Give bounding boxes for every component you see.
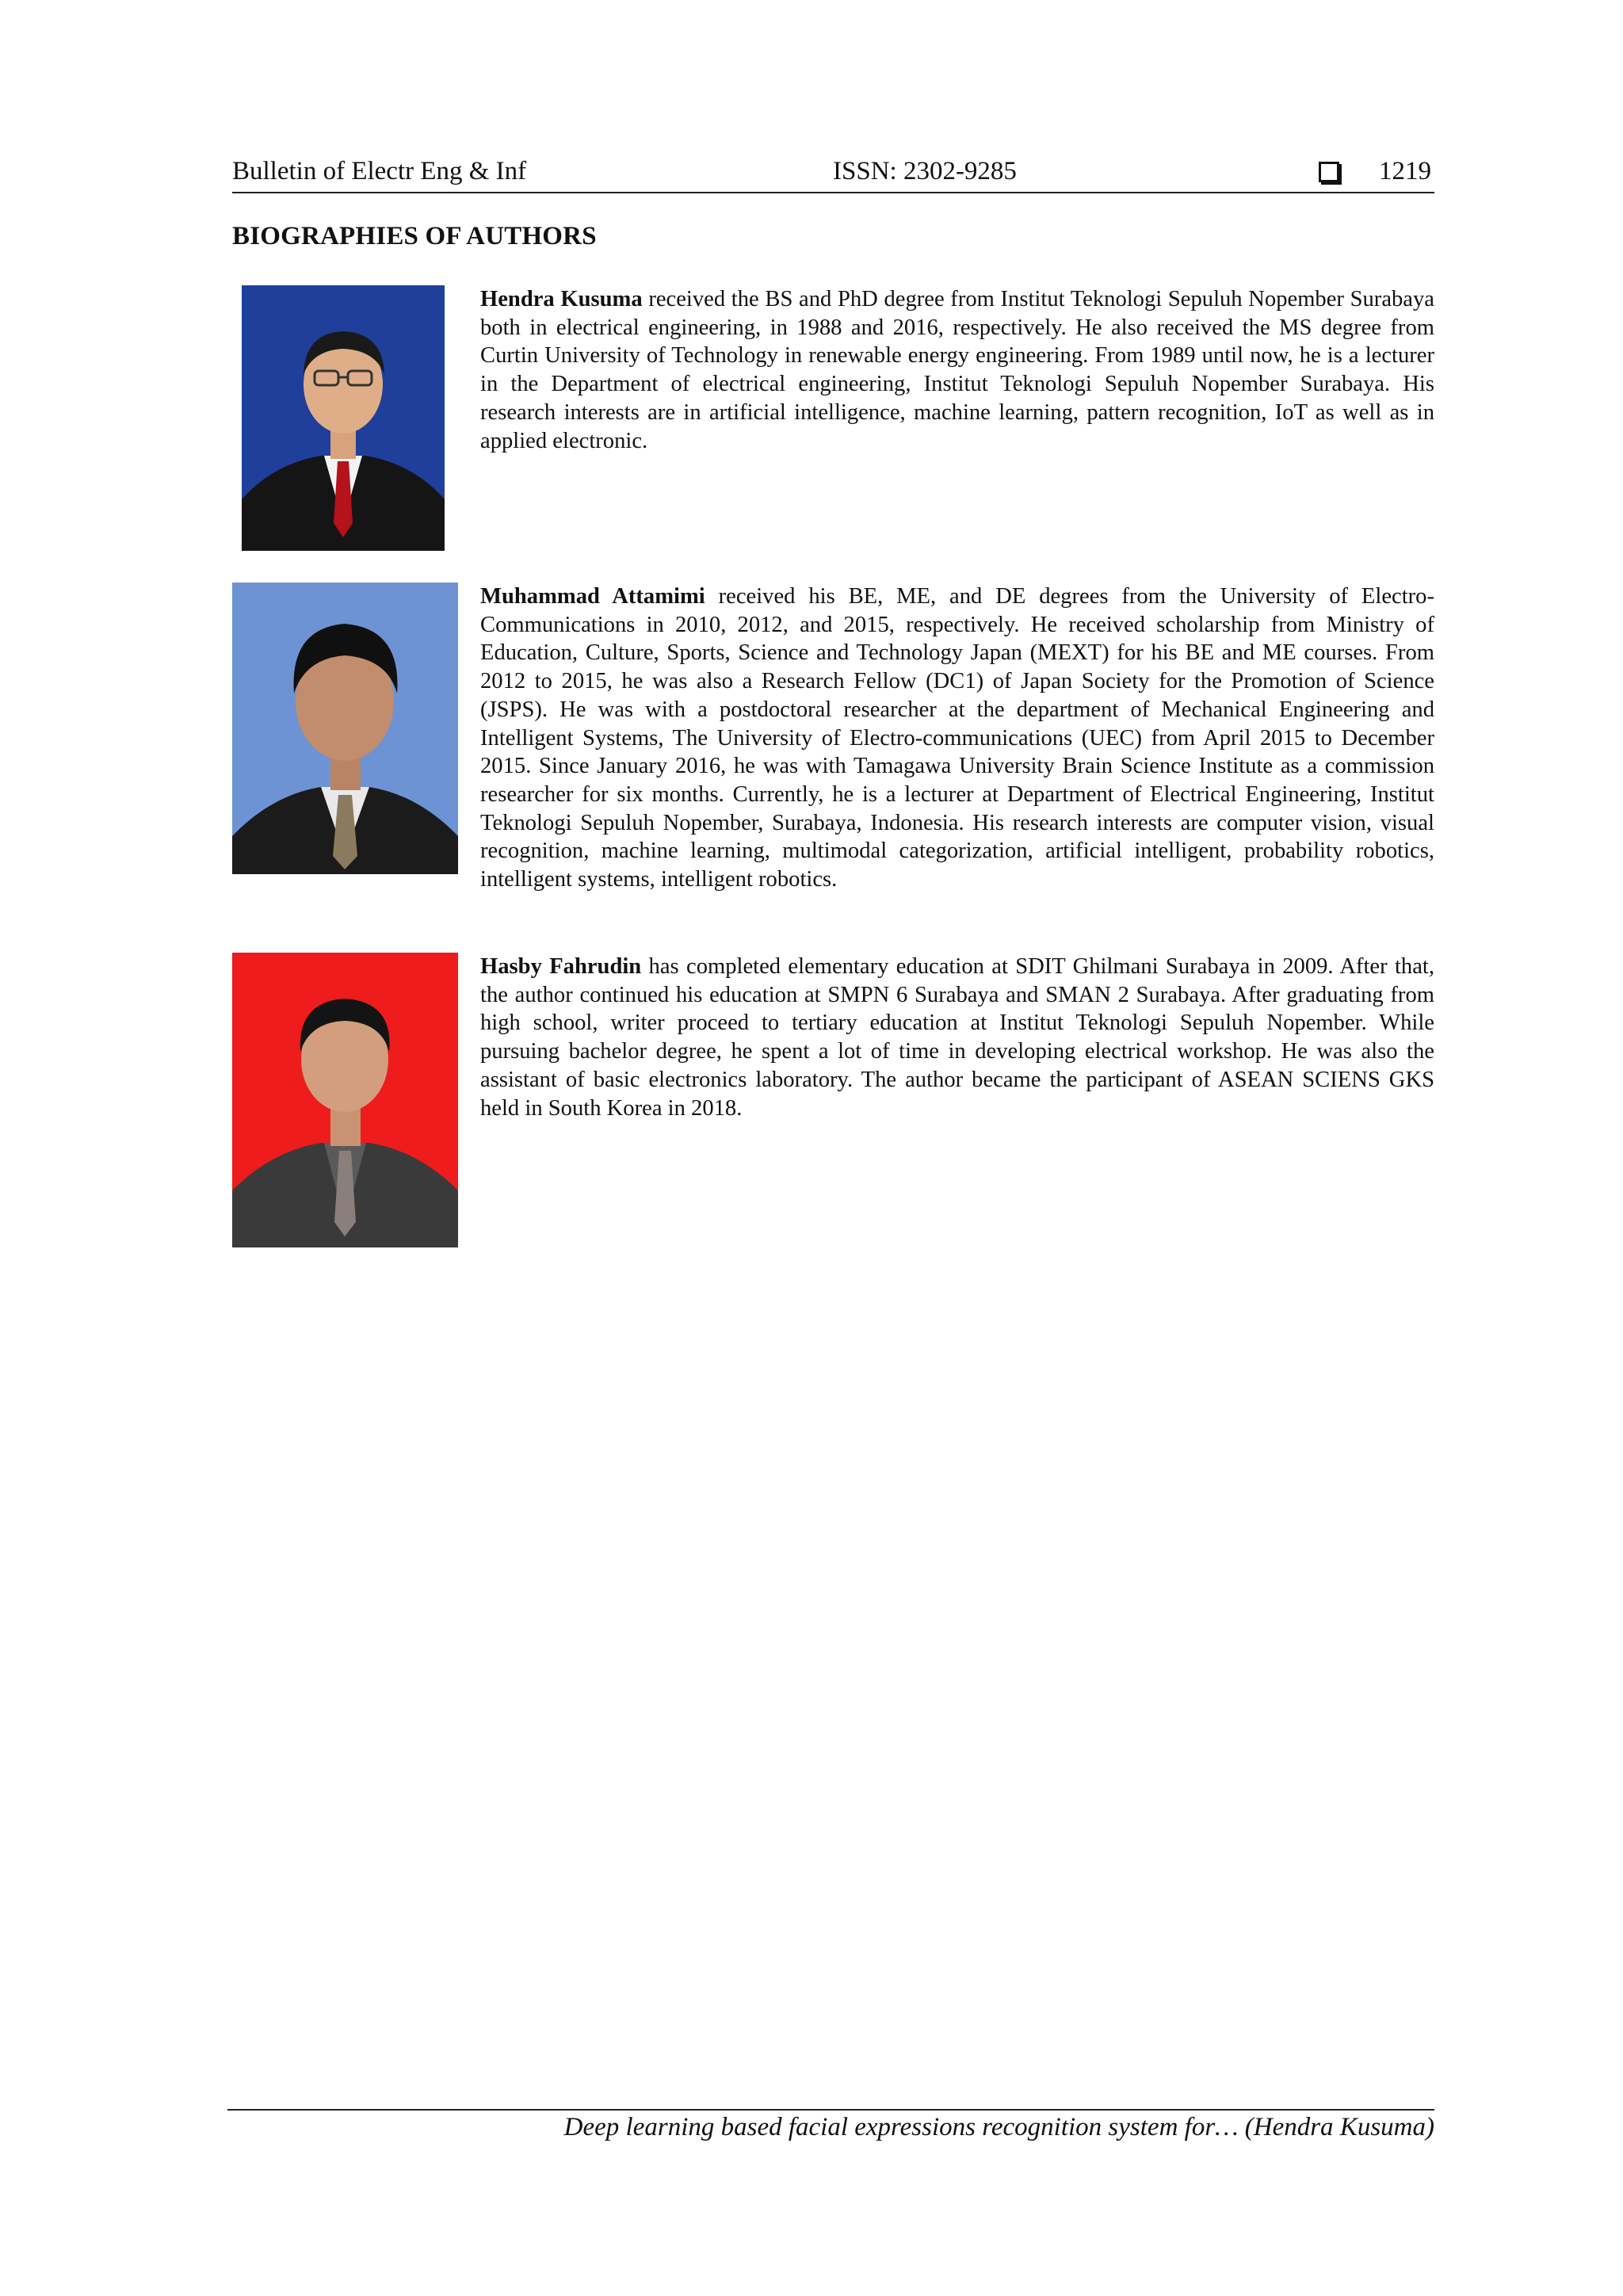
checkbox-square-icon bbox=[1319, 162, 1339, 182]
section-title: BIOGRAPHIES OF AUTHORS bbox=[232, 222, 597, 250]
footer-divider bbox=[227, 2109, 1434, 2111]
page-number: 1219 bbox=[1379, 157, 1431, 185]
author-photo bbox=[242, 285, 445, 551]
journal-name: Bulletin of Electr Eng & Inf bbox=[232, 157, 527, 185]
author-description: received his BE, ME, and DE degrees from the University of Electro-Communications in 2010, 2012, and 2015, respectively. He received scholarship from Ministry of Education, Culture, Sports, Science and Technology Japan (MEXT) for his BE and ME courses. From 2012 to 2015, he was also a Research Fellow (DC1) of Japan Society for the Promotion of Science (JSPS). He was with a postdoctoral researcher at the department of Mechanical Engineering and Intelligent Systems, The University of Electro-communications (UEC) from April 2015 to December 2015. Since January 2016, he was with Tamagawa University Brain Science Institute as a commission researcher for six months. Currently, he is a lecturer at Department of Electrical Engineering, Institut Teknologi Sepuluh Nopember, Surabaya, Indonesia. His research interests are computer vision, visual recognition, machine learning, multimodal categorization, artificial intelligent, probability robotics, intelligent systems, intelligent robotics. bbox=[480, 584, 1435, 892]
author-photo bbox=[232, 583, 458, 874]
author-name: Hendra Kusuma bbox=[480, 287, 643, 311]
portrait-icon bbox=[232, 583, 458, 874]
author-photo bbox=[232, 953, 458, 1247]
running-header bbox=[232, 152, 1434, 193]
issn: ISSN: 2302-9285 bbox=[833, 157, 1017, 185]
author-bio-text bbox=[480, 953, 1434, 1122]
author-bio-text bbox=[480, 583, 1434, 894]
running-footer: Deep learning based facial expressions recognition system for… (Hendra Kusuma) bbox=[563, 2113, 1434, 2141]
portrait-icon bbox=[242, 285, 445, 551]
portrait-icon bbox=[232, 953, 458, 1247]
author-name: Muhammad Attamimi bbox=[480, 584, 705, 609]
author-description: has completed elementary education at SDIT Ghilmani Surabaya in 2009. After that, the author continued his education at SMPN 6 Surabaya and SMAN 2 Surabaya. After graduating from high school, writer proceed to tertiary education at Institut Teknologi Sepuluh Nopember. While pursuing bachelor degree, he spent a lot of time in developing electrical workshop. He was also the assistant of basic electronics laboratory. The author became the participant of ASEAN SCIENS GKS held in South Korea in 2018. bbox=[480, 954, 1435, 1121]
author-description: received the BS and PhD degree from Institut Teknologi Sepuluh Nopember Surabaya both in electrical engineering, in 1988 and 2016, respectively. He also received the MS degree from Curtin University of Technology in renewable energy engineering. From 1989 until now, he is a lecturer in the Department of electrical engineering, Institut Teknologi Sepuluh Nopember Surabaya. His research interests are in artificial intelligence, machine learning, pattern recognition, IoT as well as in applied electronic. bbox=[480, 287, 1434, 453]
author-bio-text bbox=[480, 285, 1434, 455]
author-name: Hasby Fahrudin bbox=[480, 954, 642, 979]
